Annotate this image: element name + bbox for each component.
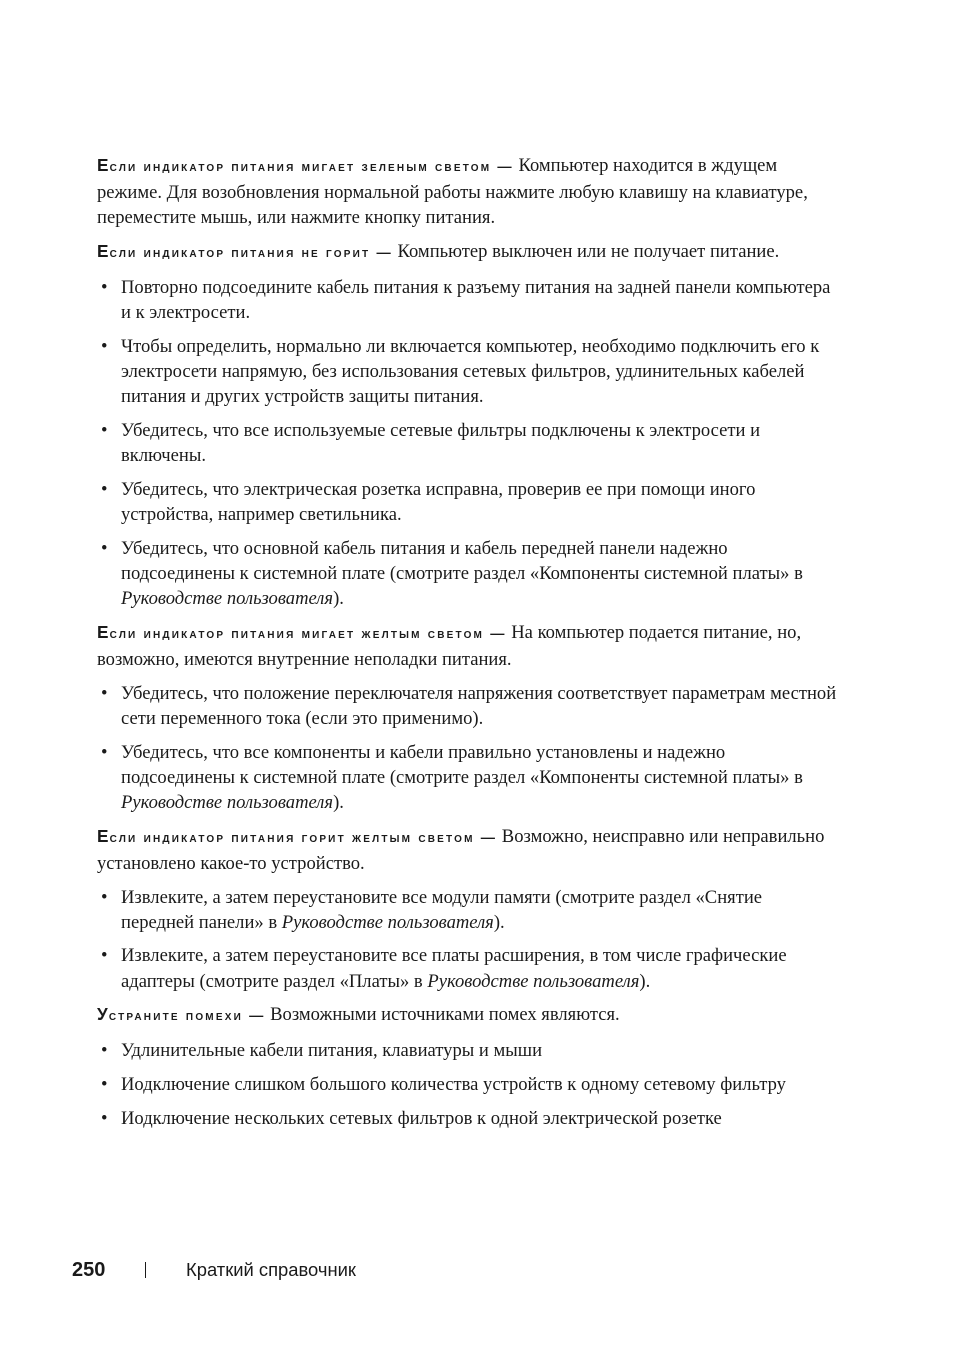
- bullet-list: [97, 275, 837, 611]
- bullet-icon: •: [101, 419, 108, 441]
- bullet-text: Убедитесь, что все используемые сетевые фильтры подключены к электросети и включены.: [121, 419, 761, 467]
- bullet-item: [97, 536, 837, 612]
- bullet-text: Убедитесь, что основной кабель питания и кабель передней панели надежно подсоединены к системной плате (смотрите раздел «Компоненты системной платы» в: [121, 537, 803, 584]
- section-text: Компьютер находится в ждущем режиме. Для возобновления нормальной работы нажмите любую клавишу на клавиатуре, переместите мышь, или нажмите кнопку питания.: [97, 155, 808, 229]
- bullet-icon: •: [101, 1107, 108, 1129]
- bullet-item: [97, 334, 837, 410]
- document-reference: Руководстве пользователя: [281, 911, 494, 933]
- section-paragraph: [97, 239, 837, 266]
- section: [97, 153, 837, 231]
- section-heading: Если индикатор питания мигает желтым светом —: [97, 621, 507, 642]
- section-heading: Если индикатор питания мигает зеленым светом —: [97, 155, 514, 175]
- section: [97, 824, 837, 994]
- section-paragraph: [97, 153, 837, 231]
- bullet-text: Иодключение слишком большого количества устройств к одному сетевому фильтру: [121, 1073, 786, 1095]
- bullet-item: [97, 1072, 837, 1097]
- section-text: Возможно, неисправно или неправильно установлено какое-то устройство.: [97, 825, 825, 874]
- bullet-text: Извлеките, а затем переустановите все модули памяти (смотрите раздел «Снятие передней панели» в: [121, 886, 763, 933]
- section-heading: Если индикатор питания горит желтым светом —: [97, 825, 498, 846]
- bullet-text: Убедитесь, что электрическая розетка исправна, проверив ее при помощи иного устройства, например светильника.: [121, 478, 756, 525]
- page-body: [97, 153, 837, 1139]
- section-heading: Если индикатор питания не горит —: [97, 241, 393, 262]
- section-paragraph: [97, 824, 837, 876]
- section-paragraph: [97, 620, 837, 672]
- bullet-text: Удлинительные кабели питания, клавиатуры и мыши: [121, 1040, 543, 1062]
- bullet-item: [97, 885, 837, 935]
- footer-divider: [145, 1262, 146, 1278]
- bullet-text: Извлеките, а затем переустановите все платы расширения, в том числе графические адаптеры (смотрите раздел «Платы» в: [121, 945, 787, 992]
- bullet-icon: •: [101, 1040, 108, 1062]
- section-paragraph: [97, 1002, 837, 1029]
- bullet-item: [97, 477, 837, 527]
- page-number: 250: [72, 1259, 106, 1281]
- bullet-list: [97, 1038, 837, 1131]
- bullet-item: [97, 681, 837, 731]
- bullet-text-tail: ).: [493, 911, 505, 933]
- bullet-text: Убедитесь, что все компоненты и кабели правильно установлены и надежно подсоединены к системной плате (смотрите раздел «Компоненты системной платы» в: [121, 741, 803, 788]
- bullet-icon: •: [101, 741, 108, 763]
- bullet-item: [97, 1106, 837, 1131]
- bullet-icon: •: [101, 537, 108, 559]
- bullet-list: [97, 885, 837, 994]
- section: [97, 620, 837, 815]
- section-text: Возможными источниками помех являются.: [265, 1004, 620, 1026]
- bullet-icon: •: [101, 478, 108, 500]
- bullet-item: [97, 740, 837, 816]
- bullet-item: [97, 418, 837, 468]
- bullet-icon: •: [101, 1073, 108, 1095]
- document-reference: Руководстве пользователя: [121, 791, 334, 813]
- section-text: На компьютер подается питание, но, возможно, имеются внутренние неполадки питания.: [97, 621, 802, 670]
- bullet-text-tail: ).: [333, 588, 344, 610]
- bullet-text: Повторно подсоедините кабель питания к разъему питания на задней панели компьютера и к электросети.: [121, 276, 831, 324]
- section-text: Компьютер выключен или не получает питание.: [392, 241, 780, 263]
- section: [97, 239, 837, 611]
- section-heading: Устраните помехи —: [97, 1004, 266, 1025]
- bullet-item: [97, 275, 837, 325]
- bullet-icon: •: [101, 682, 108, 704]
- bullet-text: Иодключение нескольких сетевых фильтров к одной электрической розетке: [121, 1107, 722, 1129]
- bullet-item: [97, 943, 837, 993]
- bullet-icon: •: [101, 335, 108, 357]
- bullet-list: [97, 681, 837, 816]
- bullet-item: [97, 1038, 837, 1063]
- footer-title: Краткий справочник: [186, 1259, 356, 1280]
- bullet-text: Чтобы определить, нормально ли включается компьютер, необходимо подключить его к электросети напрямую, без использования сетевых фильтров, удлинительных кабелей питания и других устройств защиты питания.: [121, 335, 820, 408]
- document-reference: Руководстве пользователя: [121, 588, 334, 610]
- bullet-icon: •: [101, 945, 108, 967]
- bullet-icon: •: [101, 886, 108, 908]
- document-reference: Руководстве пользователя: [427, 970, 640, 992]
- bullet-text-tail: ).: [639, 970, 651, 992]
- bullet-icon: •: [101, 276, 108, 298]
- bullet-text: Убедитесь, что положение переключателя напряжения соответствует параметрам местной сети переменного тока (если это применимо).: [121, 682, 837, 729]
- section: [97, 1002, 837, 1130]
- bullet-text-tail: ).: [333, 791, 344, 813]
